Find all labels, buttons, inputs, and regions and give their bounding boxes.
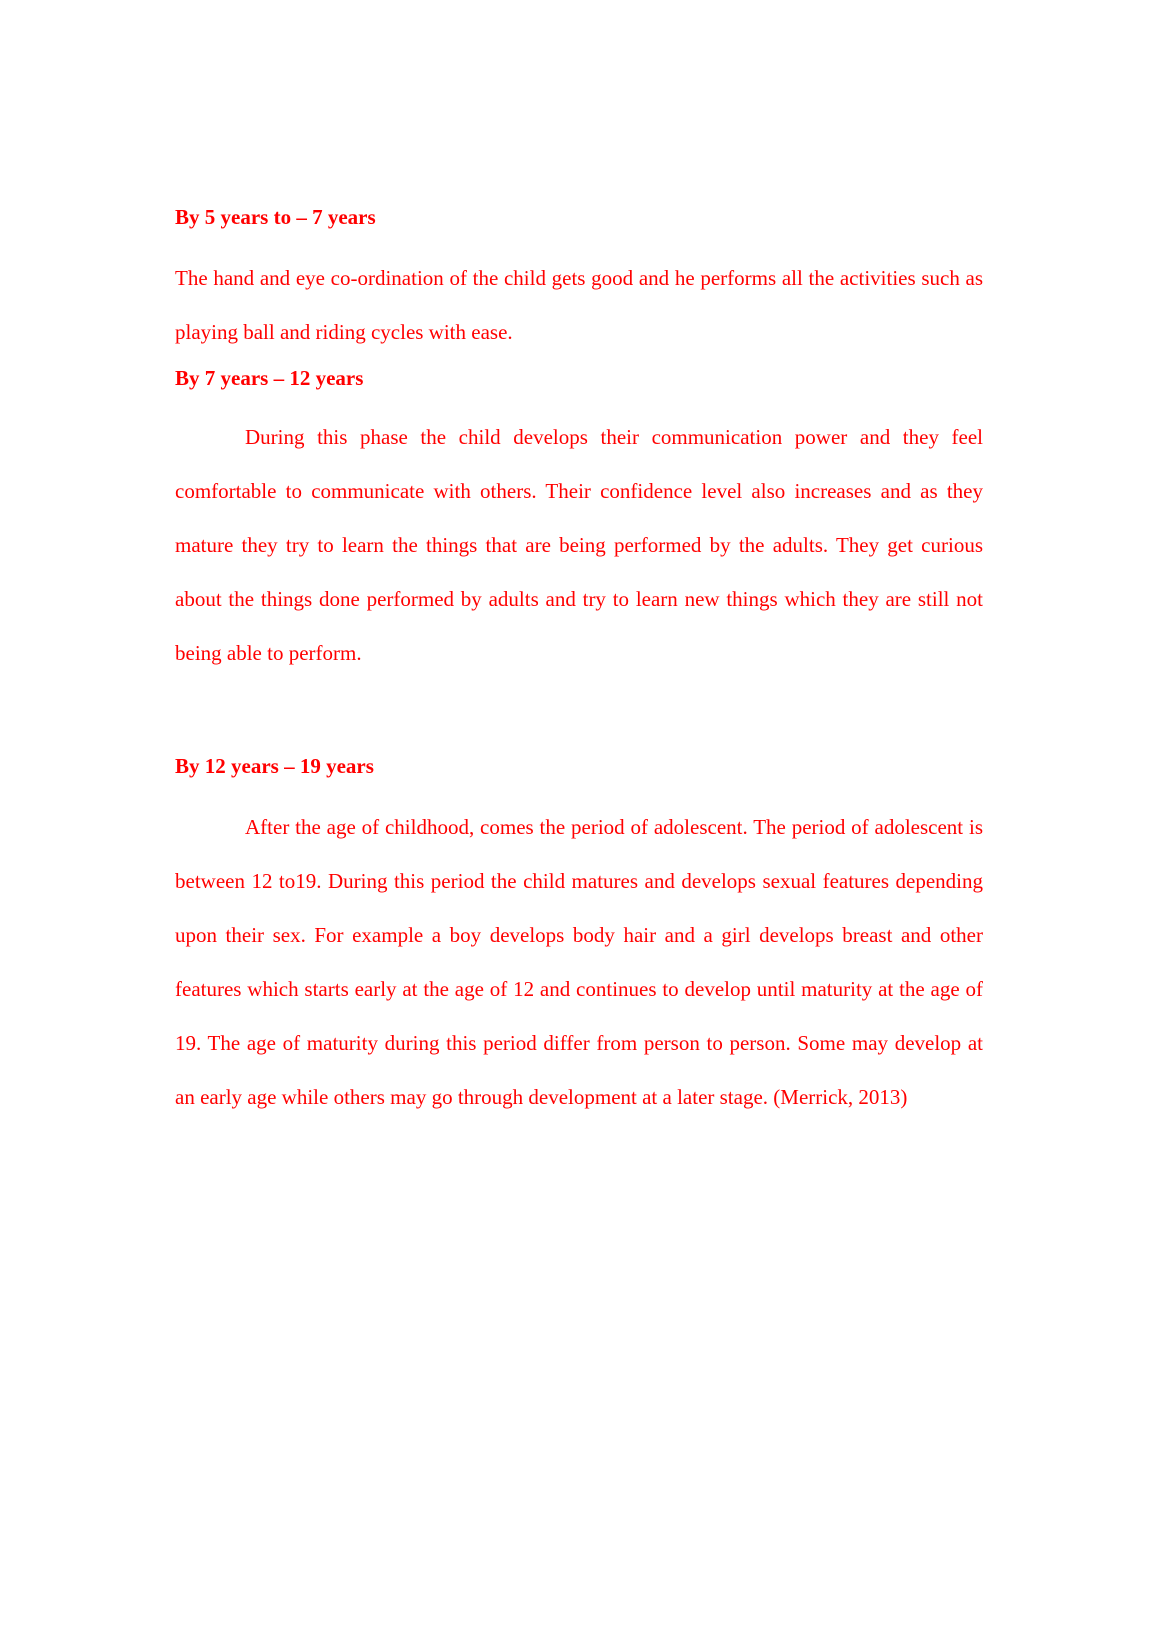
section-paragraph: After the age of childhood, comes the period of adolescent. The period of adolescent is between 12 to19. During this period the child matures and develops sexual features depending upon their sex. For example a boy develops body hair and a girl develops breast and other features which starts early at the age of 12 and continues to develop until maturity at the age of 19. The age of maturity during this period differ from person to person. Some may develop at an early age while others may go through development at a later stage. (Merrick, 2013) — [175, 815, 983, 1109]
section-heading: By 7 years – 12 years — [175, 366, 364, 390]
document-body — [175, 202, 983, 1124]
section-heading: By 5 years to – 7 years — [175, 205, 376, 229]
section-paragraph: During this phase the child develops their communication power and they feel comfortable to communicate with others. Their confidence level also increases and as they mature they try to learn the things that are being performed by the adults. They get curious about the things done performed by adults and try to learn new things which they are still not being able to perform. — [175, 425, 983, 665]
section-paragraph: The hand and eye co-ordination of the child gets good and he performs all the activities such as playing ball and riding cycles with ease. — [175, 266, 983, 344]
section-heading: By 12 years – 19 years — [175, 754, 374, 778]
